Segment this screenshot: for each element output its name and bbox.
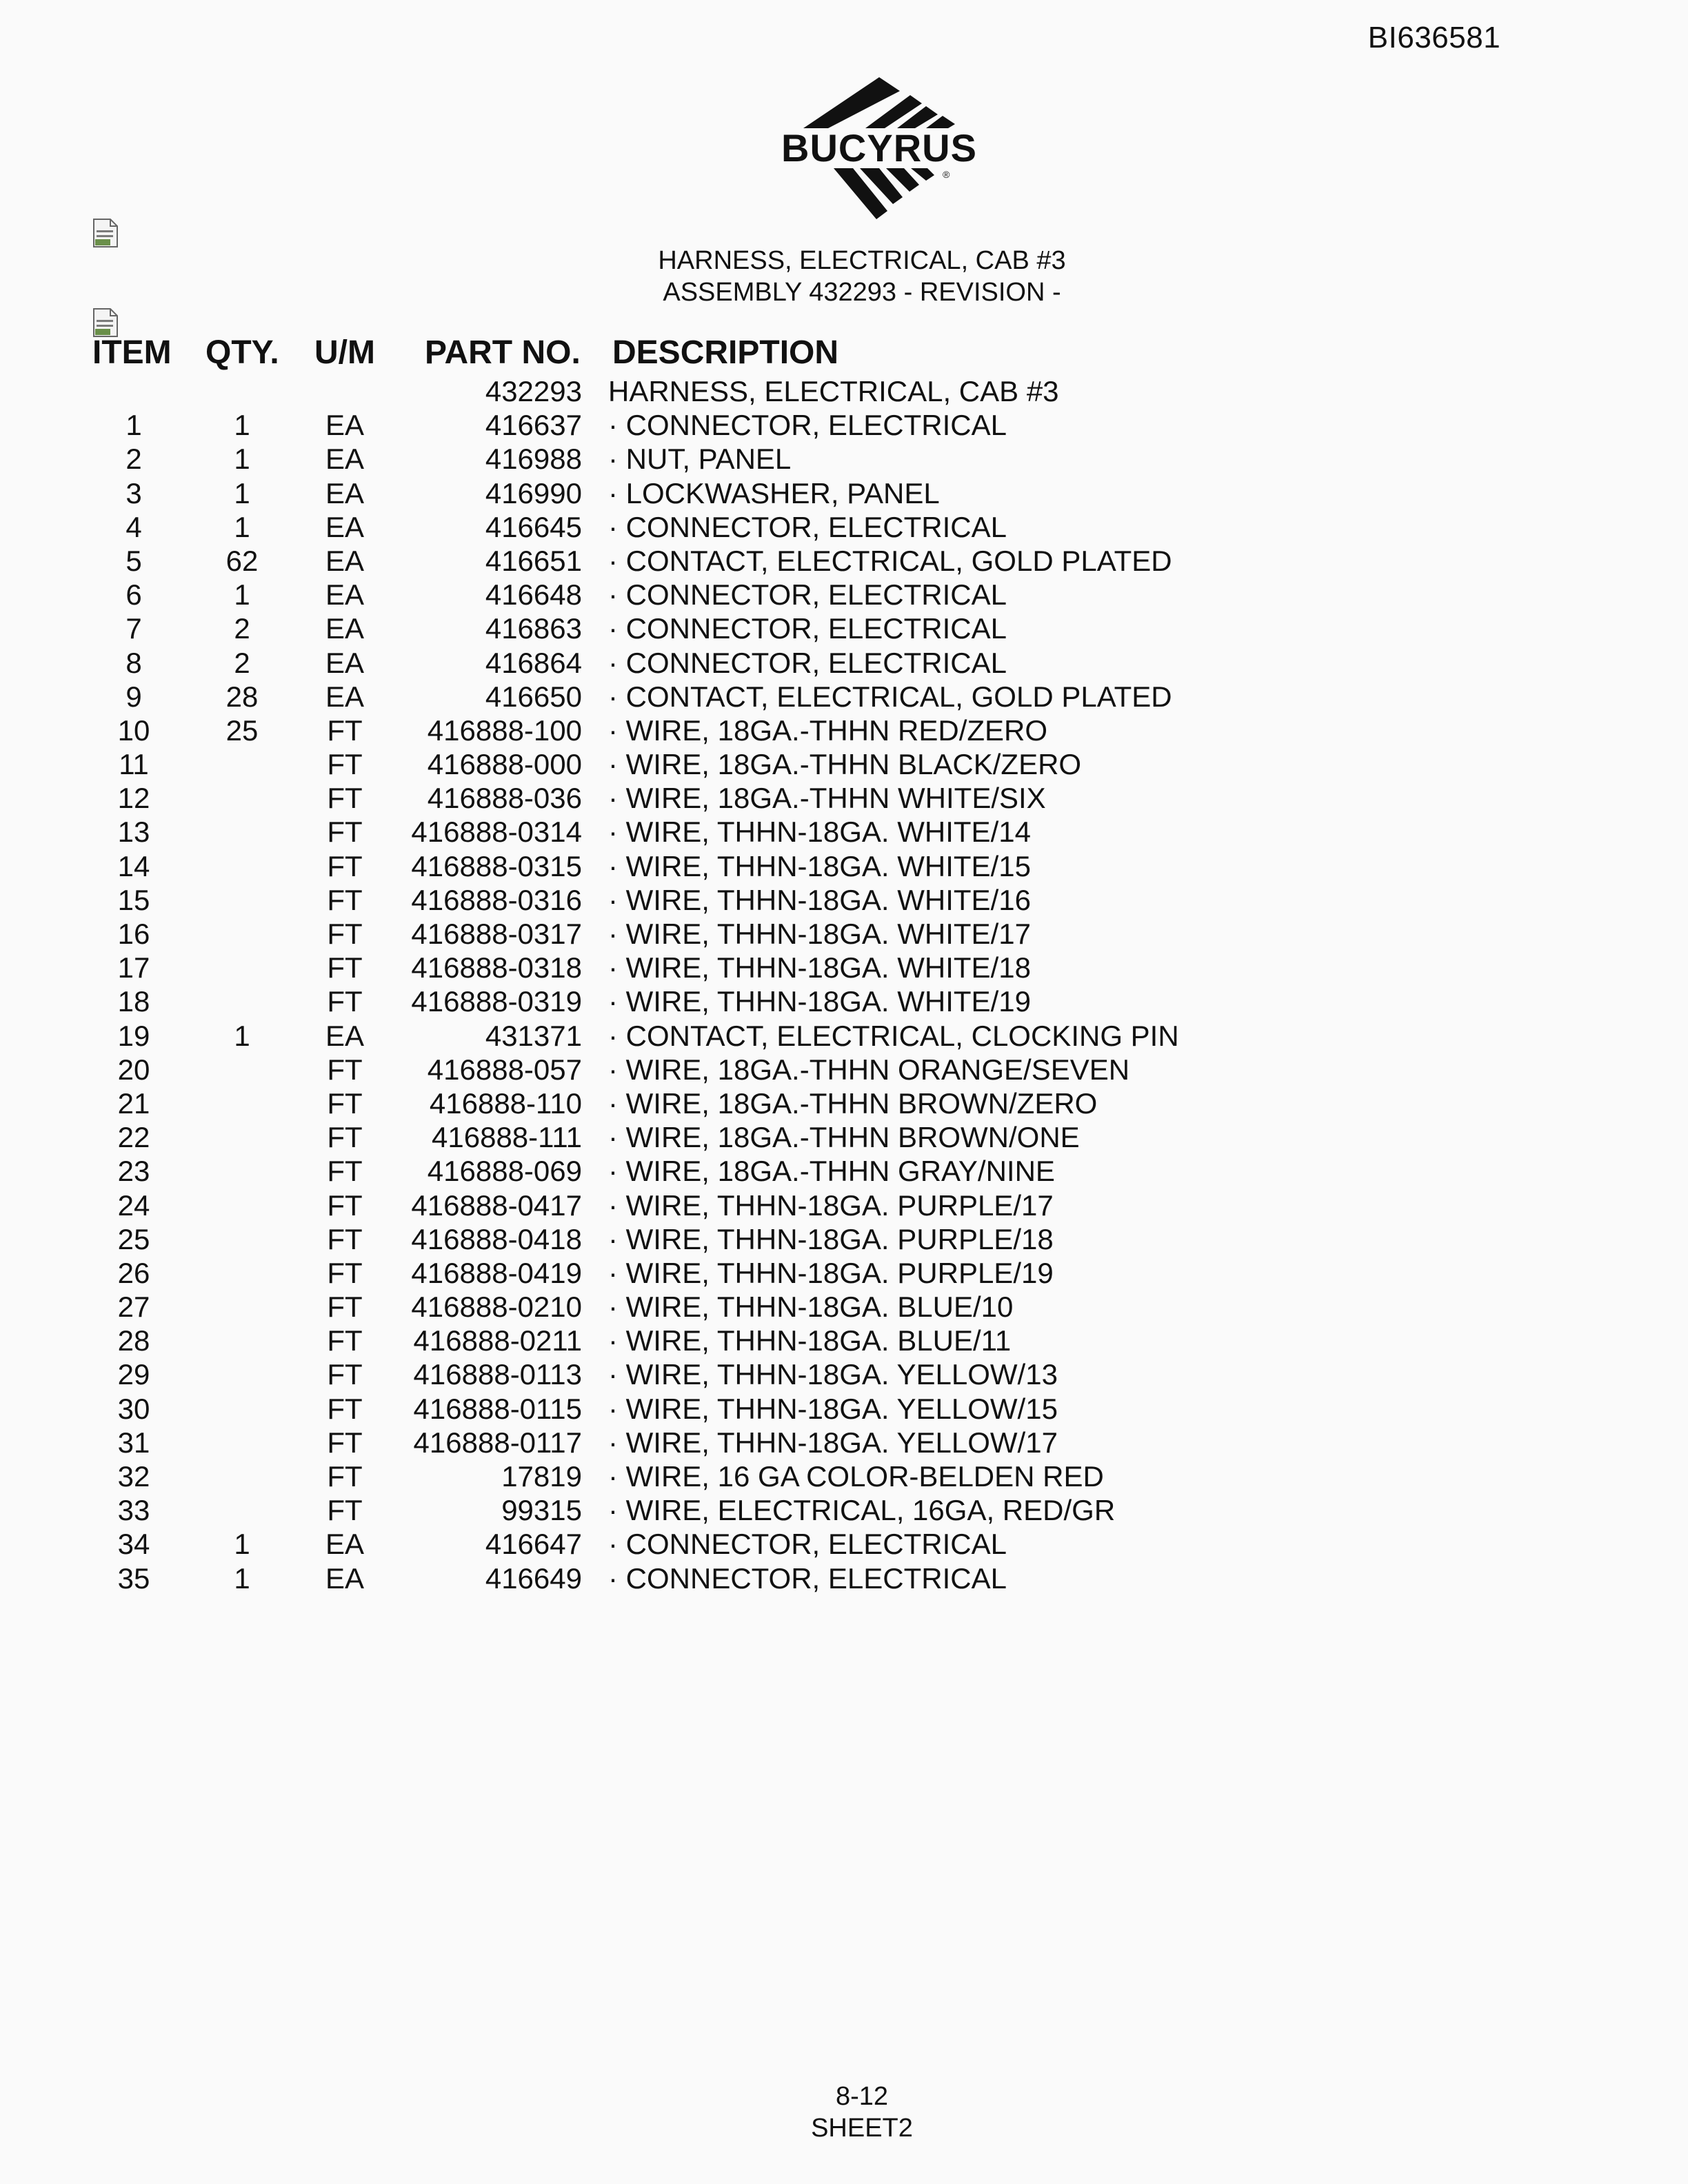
part-description: · WIRE, 18GA.-THHN BLACK/ZERO	[608, 748, 1082, 781]
table-row	[0, 578, 1688, 611]
svg-text:BUCYRUS: BUCYRUS	[781, 126, 977, 170]
part-number: 99315	[501, 1494, 582, 1527]
item-number: 16	[117, 918, 150, 950]
item-number: 7	[125, 612, 142, 645]
table-row	[0, 714, 1688, 747]
unit-of-measure: FT	[327, 816, 363, 849]
table-row	[0, 883, 1688, 917]
table-row	[0, 510, 1688, 544]
table-row	[0, 1189, 1688, 1222]
table-row	[0, 680, 1688, 714]
part-number: 416888-0317	[411, 918, 582, 950]
unit-of-measure: FT	[327, 883, 363, 916]
part-description: · WIRE, 18GA.-THHN BROWN/ONE	[608, 1121, 1080, 1154]
item-number: 18	[117, 985, 150, 1018]
table-row	[0, 1527, 1688, 1561]
unit-of-measure: FT	[327, 1189, 363, 1222]
parts-table-header	[0, 334, 1688, 375]
unit-of-measure: FT	[327, 1086, 363, 1120]
table-row	[0, 951, 1688, 984]
assembly-title-line2: ASSEMBLY 432293 - REVISION -	[663, 278, 1061, 307]
svg-text:®: ®	[943, 169, 950, 180]
part-description: HARNESS, ELECTRICAL, CAB #3	[608, 375, 1059, 407]
part-description: · WIRE, ELECTRICAL, 16GA, RED/GR	[608, 1494, 1116, 1527]
part-description: · NUT, PANEL	[608, 443, 792, 476]
table-row	[0, 1392, 1688, 1426]
table-row	[0, 1019, 1688, 1053]
part-number: 416888-0211	[413, 1324, 582, 1357]
quantity: 1	[234, 409, 250, 442]
part-number: 416888-000	[427, 748, 582, 781]
item-number: 23	[117, 1155, 150, 1188]
part-number: 416888-0113	[413, 1358, 582, 1391]
item-number: 34	[117, 1528, 150, 1561]
part-number: 416647	[485, 1528, 582, 1561]
table-row	[0, 1459, 1688, 1493]
part-number: 416651	[485, 544, 582, 577]
part-number: 416888-0117	[413, 1426, 582, 1459]
table-row	[0, 781, 1688, 815]
part-number: 416888-0418	[411, 1222, 582, 1255]
part-number: 416988	[485, 443, 582, 476]
item-number: 35	[117, 1561, 150, 1595]
item-number: 2	[125, 443, 142, 476]
table-row	[0, 1222, 1688, 1256]
unit-of-measure: FT	[327, 1222, 363, 1255]
sheet-label: SHEET2	[811, 2114, 913, 2143]
unit-of-measure: EA	[325, 409, 365, 442]
table-row	[0, 1561, 1688, 1595]
document-file-icon[interactable]	[92, 218, 119, 248]
item-number: 29	[117, 1358, 150, 1391]
table-row	[0, 815, 1688, 849]
table-row	[0, 1256, 1688, 1290]
part-number: 416637	[485, 409, 582, 442]
item-number: 28	[117, 1324, 150, 1357]
unit-of-measure: FT	[327, 849, 363, 882]
item-number: 25	[117, 1222, 150, 1255]
table-row	[0, 984, 1688, 1018]
item-number: 12	[117, 782, 150, 815]
part-description: · CONNECTOR, ELECTRICAL	[608, 646, 1007, 679]
table-row	[0, 1086, 1688, 1120]
part-description: · WIRE, 16 GA COLOR-BELDEN RED	[608, 1460, 1104, 1493]
item-number: 24	[117, 1189, 150, 1222]
part-number: 416888-0314	[411, 816, 582, 849]
part-description: · WIRE, THHN-18GA. WHITE/19	[608, 985, 1031, 1018]
part-number: 416864	[485, 646, 582, 679]
unit-of-measure: EA	[325, 443, 365, 476]
item-number: 8	[125, 646, 142, 679]
part-description: · WIRE, THHN-18GA. WHITE/15	[608, 849, 1031, 882]
unit-of-measure: FT	[327, 1426, 363, 1459]
part-number: 416990	[485, 476, 582, 509]
item-number: 32	[117, 1460, 150, 1493]
quantity: 1	[234, 1019, 250, 1052]
unit-of-measure: EA	[325, 1528, 365, 1561]
unit-of-measure: FT	[327, 951, 363, 984]
item-number: 9	[125, 680, 142, 713]
part-number: 17819	[501, 1460, 582, 1493]
part-number: 416888-110	[429, 1086, 582, 1120]
item-number: 27	[117, 1291, 150, 1324]
unit-of-measure: FT	[327, 1460, 363, 1493]
unit-of-measure: EA	[325, 680, 365, 713]
item-number: 33	[117, 1494, 150, 1527]
parts-table-body	[0, 374, 1688, 1595]
item-number: 17	[117, 951, 150, 984]
document-id: BI636581	[1367, 21, 1501, 54]
unit-of-measure: EA	[325, 544, 365, 577]
unit-of-measure: FT	[327, 1392, 363, 1425]
quantity: 1	[234, 476, 250, 509]
part-number: 416863	[485, 612, 582, 645]
item-number: 26	[117, 1256, 150, 1289]
part-number: 416650	[485, 680, 582, 713]
part-number: 432293	[485, 375, 582, 407]
assembly-title	[483, 245, 1241, 308]
bucyrus-logo	[762, 76, 996, 221]
item-number: 22	[117, 1121, 150, 1154]
quantity: 1	[234, 1528, 250, 1561]
item-number: 6	[125, 578, 142, 611]
unit-of-measure: FT	[327, 1494, 363, 1527]
part-description: · CONTACT, ELECTRICAL, GOLD PLATED	[608, 680, 1172, 713]
part-number: 416888-100	[427, 714, 582, 747]
table-row	[0, 1493, 1688, 1527]
table-row	[0, 747, 1688, 781]
column-header-item: ITEM	[92, 334, 172, 371]
part-number: 416888-036	[427, 782, 582, 815]
unit-of-measure: EA	[325, 1561, 365, 1595]
part-number: 416888-0315	[411, 849, 582, 882]
part-description: · CONNECTOR, ELECTRICAL	[608, 1528, 1007, 1561]
item-number: 15	[117, 883, 150, 916]
part-description: · WIRE, THHN-18GA. YELLOW/15	[608, 1392, 1058, 1425]
column-header-um: U/M	[314, 334, 375, 371]
table-row	[0, 646, 1688, 680]
part-number: 416649	[485, 1561, 582, 1595]
item-number: 14	[117, 849, 150, 882]
column-header-qty: QTY.	[205, 334, 279, 371]
item-number: 19	[117, 1019, 150, 1052]
table-row	[0, 1357, 1688, 1391]
quantity: 25	[225, 714, 259, 747]
part-description: · WIRE, 18GA.-THHN BROWN/ZERO	[608, 1086, 1098, 1120]
item-number: 1	[125, 409, 142, 442]
part-description: · CONNECTOR, ELECTRICAL	[608, 578, 1007, 611]
unit-of-measure: FT	[327, 748, 363, 781]
part-description: · WIRE, THHN-18GA. PURPLE/18	[608, 1222, 1054, 1255]
part-number: 416888-0318	[411, 951, 582, 984]
item-number: 5	[125, 544, 142, 577]
table-row	[0, 1120, 1688, 1154]
quantity: 1	[234, 1561, 250, 1595]
item-number: 30	[117, 1392, 150, 1425]
part-description: · WIRE, 18GA.-THHN GRAY/NINE	[608, 1155, 1055, 1188]
part-number: 416645	[485, 510, 582, 543]
part-description: · WIRE, 18GA.-THHN ORANGE/SEVEN	[608, 1053, 1130, 1086]
item-number: 4	[125, 510, 142, 543]
table-row	[0, 408, 1688, 442]
table-row	[0, 1426, 1688, 1459]
part-number: 416888-069	[427, 1155, 582, 1188]
item-number: 13	[117, 816, 150, 849]
quantity: 2	[234, 612, 250, 645]
table-row	[0, 1290, 1688, 1324]
table-row	[0, 544, 1688, 578]
quantity: 1	[234, 578, 250, 611]
unit-of-measure: FT	[327, 1155, 363, 1188]
part-description: · WIRE, THHN-18GA. PURPLE/17	[608, 1189, 1054, 1222]
part-number: 416888-0419	[411, 1256, 582, 1289]
part-description: · CONTACT, ELECTRICAL, CLOCKING PIN	[608, 1019, 1179, 1052]
part-description: · WIRE, THHN-18GA. WHITE/17	[608, 918, 1031, 950]
unit-of-measure: FT	[327, 1256, 363, 1289]
item-number: 11	[119, 748, 149, 781]
part-description: · CONNECTOR, ELECTRICAL	[608, 409, 1007, 442]
item-number: 21	[117, 1086, 150, 1120]
part-description: · LOCKWASHER, PANEL	[608, 476, 940, 509]
unit-of-measure: FT	[327, 1324, 363, 1357]
unit-of-measure: EA	[325, 578, 365, 611]
item-number: 20	[117, 1053, 150, 1086]
part-number: 416888-0115	[413, 1392, 582, 1425]
assembly-title-line1: HARNESS, ELECTRICAL, CAB #3	[658, 246, 1066, 275]
unit-of-measure: EA	[325, 612, 365, 645]
unit-of-measure: FT	[327, 1053, 363, 1086]
part-description: · WIRE, THHN-18GA. WHITE/14	[608, 816, 1031, 849]
column-header-part-no: PART NO.	[425, 334, 581, 371]
part-number: 416888-111	[432, 1121, 582, 1154]
part-description: · WIRE, THHN-18GA. PURPLE/19	[608, 1256, 1054, 1289]
unit-of-measure: EA	[325, 476, 365, 509]
quantity: 28	[225, 680, 259, 713]
quantity: 1	[234, 510, 250, 543]
table-row	[0, 1154, 1688, 1188]
part-number: 431371	[485, 1019, 582, 1052]
table-row	[0, 917, 1688, 951]
table-row	[0, 1324, 1688, 1357]
unit-of-measure: FT	[327, 985, 363, 1018]
part-description: · CONNECTOR, ELECTRICAL	[608, 1561, 1007, 1595]
unit-of-measure: FT	[327, 1121, 363, 1154]
page-number: 8-12	[835, 2082, 889, 2111]
unit-of-measure: FT	[327, 918, 363, 950]
column-header-description: DESCRIPTION	[612, 334, 839, 371]
table-row	[0, 374, 1688, 408]
part-description: · WIRE, THHN-18GA. BLUE/11	[608, 1324, 1012, 1357]
table-row	[0, 611, 1688, 645]
part-description: · WIRE, THHN-18GA. YELLOW/17	[608, 1426, 1058, 1459]
item-number: 31	[117, 1426, 150, 1459]
item-number: 10	[117, 714, 150, 747]
unit-of-measure: EA	[325, 646, 365, 679]
part-description: · WIRE, 18GA.-THHN WHITE/SIX	[608, 782, 1046, 815]
table-row	[0, 442, 1688, 476]
part-number: 416888-0417	[411, 1189, 582, 1222]
unit-of-measure: FT	[327, 1358, 363, 1391]
table-row	[0, 1053, 1688, 1086]
item-number: 3	[125, 476, 142, 509]
quantity: 62	[225, 544, 259, 577]
part-number: 416888-0319	[411, 985, 582, 1018]
part-description: · CONTACT, ELECTRICAL, GOLD PLATED	[608, 544, 1172, 577]
page-footer	[724, 2081, 1000, 2144]
part-description: · WIRE, 18GA.-THHN RED/ZERO	[608, 714, 1048, 747]
part-description: · WIRE, THHN-18GA. YELLOW/13	[608, 1358, 1058, 1391]
table-row	[0, 849, 1688, 883]
unit-of-measure: EA	[325, 510, 365, 543]
part-number: 416648	[485, 578, 582, 611]
quantity: 2	[234, 646, 250, 679]
part-description: · WIRE, THHN-18GA. WHITE/16	[608, 883, 1031, 916]
part-description: · WIRE, THHN-18GA. WHITE/18	[608, 951, 1031, 984]
unit-of-measure: FT	[327, 782, 363, 815]
unit-of-measure: FT	[327, 1291, 363, 1324]
part-number: 416888-0210	[411, 1291, 582, 1324]
part-description: · CONNECTOR, ELECTRICAL	[608, 612, 1007, 645]
quantity: 1	[234, 443, 250, 476]
unit-of-measure: EA	[325, 1019, 365, 1052]
table-row	[0, 476, 1688, 510]
part-description: · CONNECTOR, ELECTRICAL	[608, 510, 1007, 543]
part-description: · WIRE, THHN-18GA. BLUE/10	[608, 1291, 1014, 1324]
part-number: 416888-057	[427, 1053, 582, 1086]
part-number: 416888-0316	[411, 883, 582, 916]
unit-of-measure: FT	[327, 714, 363, 747]
